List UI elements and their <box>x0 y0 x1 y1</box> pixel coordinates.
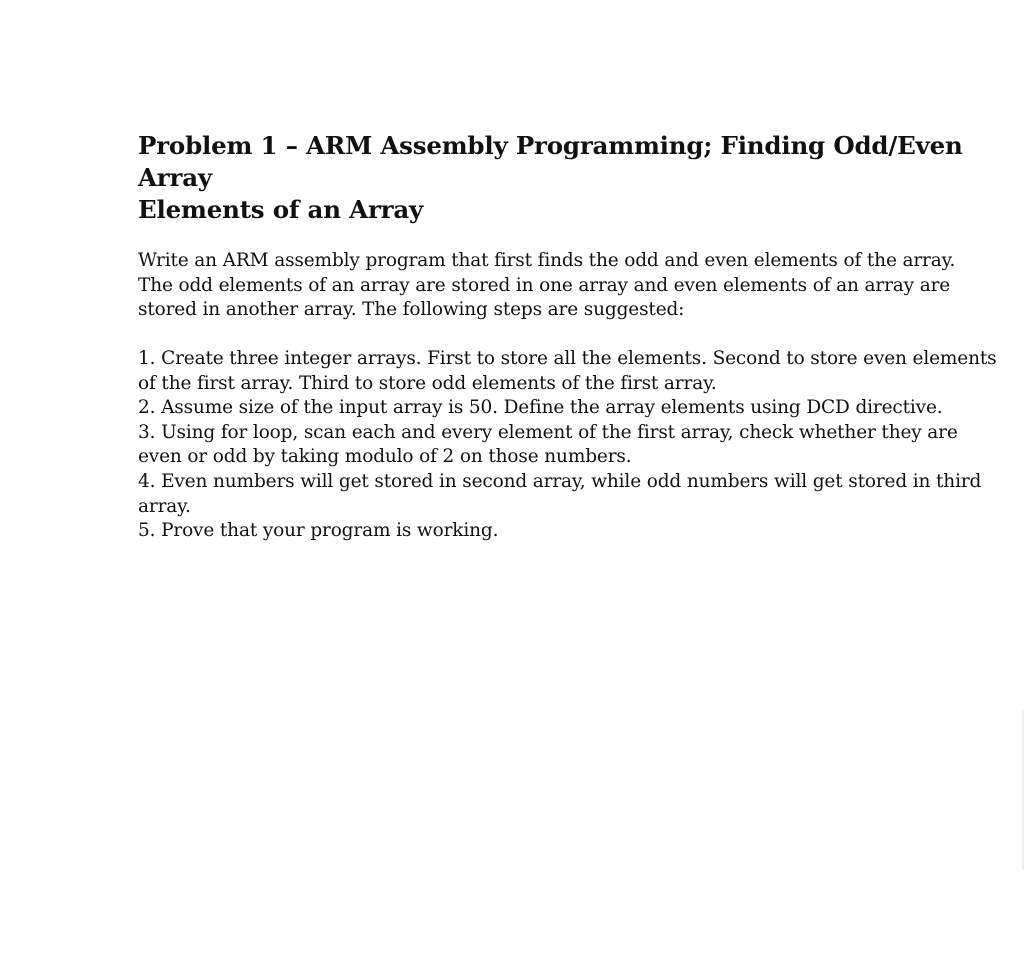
step-line: even or odd by taking modulo of 2 on those numbers. <box>138 446 632 468</box>
document-content <box>138 130 997 544</box>
step-line: 2. Assume size of the input array is 50. Define the array elements using DCD directive. <box>138 397 943 419</box>
intro-line: The odd elements of an array are stored in one array and even elements of an array are <box>138 274 951 296</box>
problem-title-line: Elements of an Array <box>138 195 424 224</box>
step-line: array. <box>138 495 191 517</box>
problem-intro <box>138 249 968 323</box>
step-line: 5. Prove that your program is working. <box>138 520 499 542</box>
step-line: of the first array. Third to store odd elements of the first array. <box>138 372 717 394</box>
intro-line: stored in another array. The following steps are suggested: <box>138 299 685 320</box>
problem-title <box>138 130 968 226</box>
step-line: 3. Using for loop, scan each and every element of the first array, check whether they are <box>138 421 958 443</box>
problem-title-line: Problem 1 – ARM Assembly Programming; Finding Odd/Even Array <box>138 131 963 192</box>
step-item <box>138 421 968 470</box>
step-line: 4. Even numbers will get stored in second array, while odd numbers will get stored in third <box>138 470 982 492</box>
step-item <box>138 470 982 519</box>
step-line: 1. Create three integer arrays. First to store all the elements. Second to store even elements <box>138 348 997 369</box>
step-item <box>138 347 997 396</box>
intro-line: Write an ARM assembly program that first finds the odd and even elements of the array. <box>138 250 956 271</box>
suggested-steps-list <box>138 347 997 544</box>
step-item <box>138 396 968 421</box>
step-item <box>138 519 968 544</box>
